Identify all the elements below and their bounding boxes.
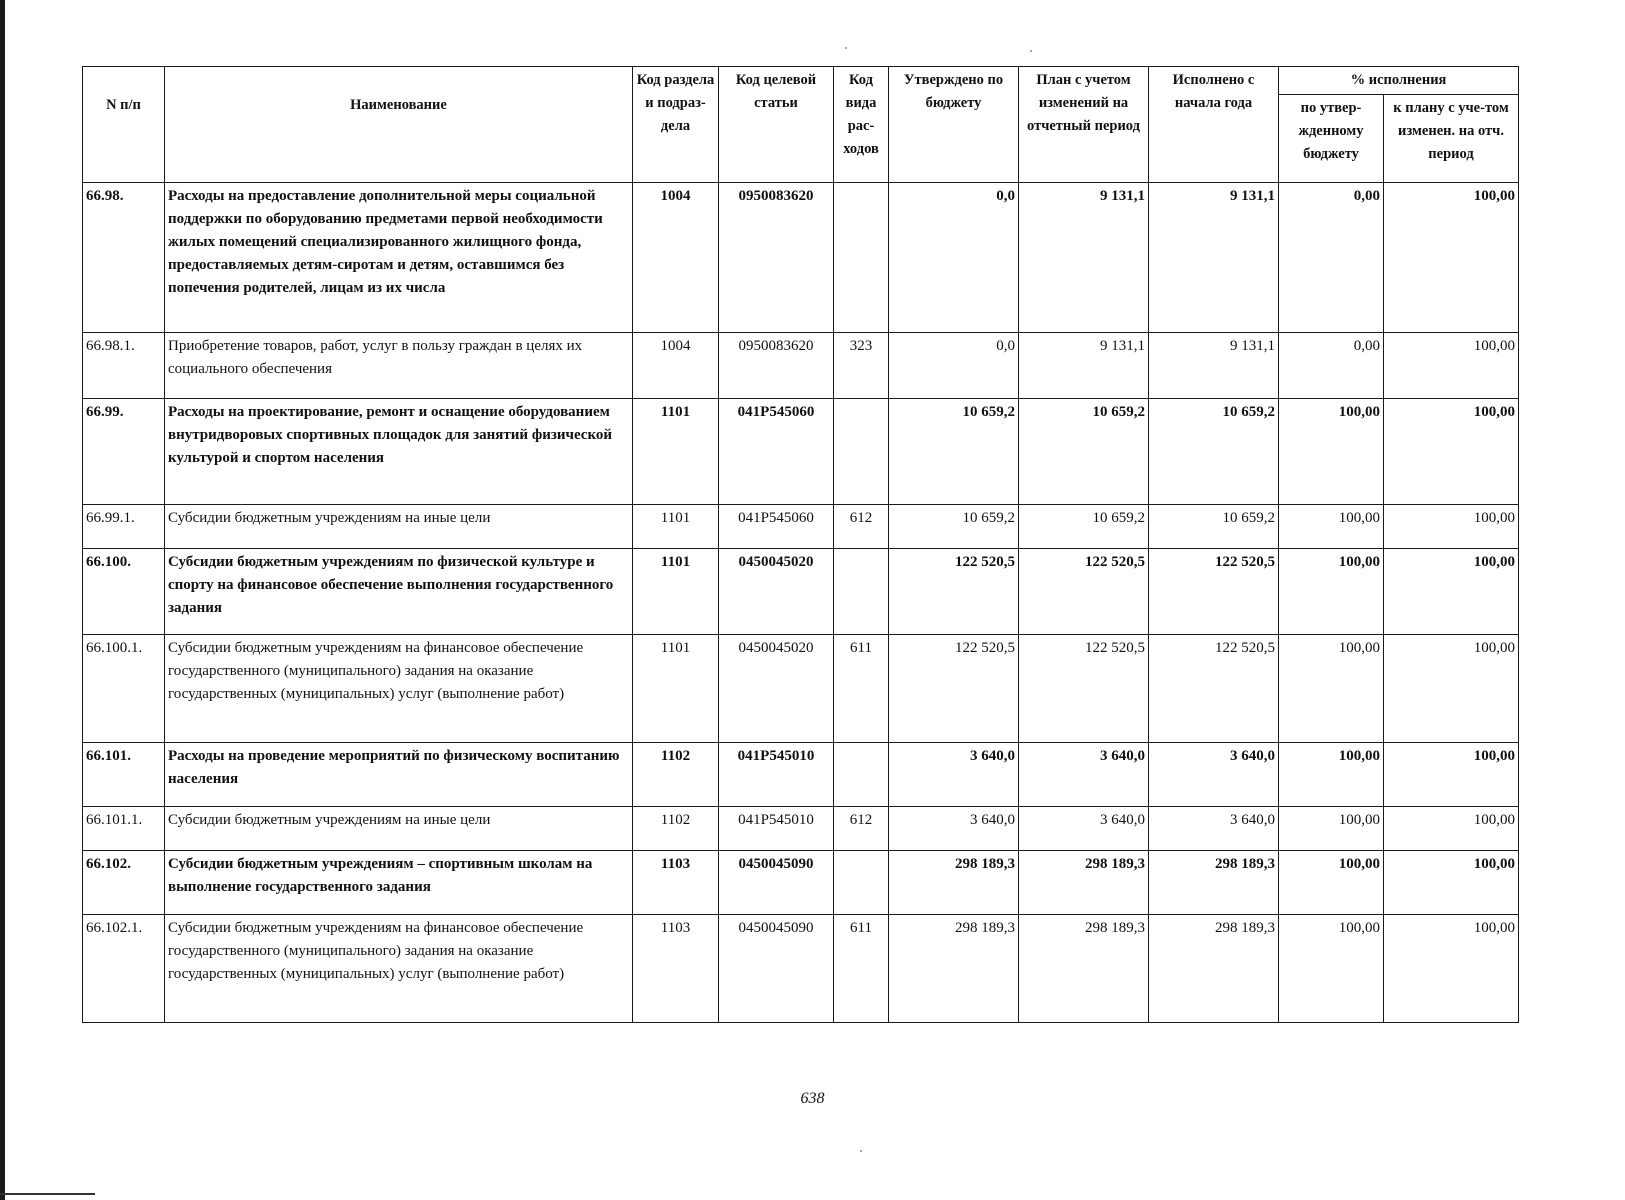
table-row [83,743,1519,807]
cell-pct-approved: 100,00 [1279,505,1384,549]
budget-execution-table [82,66,1519,1023]
scan-speck [845,47,847,49]
cell-name: Субсидии бюджетным учреждениям на иные цели [165,505,633,549]
cell-plan: 122 520,5 [1019,635,1149,743]
table-row [83,333,1519,399]
header-percent-group: % исполнения [1279,67,1519,95]
cell-target-code: 041P545010 [719,807,834,851]
cell-pct-plan: 100,00 [1384,807,1519,851]
cell-plan: 3 640,0 [1019,807,1149,851]
cell-section-code: 1103 [633,851,719,915]
cell-name: Субсидии бюджетным учреждениям на иные цели [165,807,633,851]
table-body [83,183,1519,1023]
table-row [83,399,1519,505]
cell-expense-type [834,743,889,807]
cell-approved: 298 189,3 [889,851,1019,915]
cell-pct-plan: 100,00 [1384,851,1519,915]
cell-plan: 10 659,2 [1019,399,1149,505]
table-header [83,67,1519,183]
cell-pct-plan: 100,00 [1384,399,1519,505]
cell-name: Приобретение товаров, работ, услуг в пользу граждан в целях их социального обеспечения [165,333,633,399]
cell-num: 66.101.1. [83,807,165,851]
header-num: N п/п [83,67,165,183]
cell-pct-approved: 100,00 [1279,915,1384,1023]
cell-target-code: 0450045090 [719,851,834,915]
header-target-code: Код целевой статьи [719,67,834,183]
scan-bottom-mark [0,1193,95,1195]
cell-plan: 10 659,2 [1019,505,1149,549]
cell-pct-approved: 100,00 [1279,851,1384,915]
cell-name: Субсидии бюджетным учреждениям по физической культуре и спорту на финансовое обеспечение выполнения государственного задания [165,549,633,635]
cell-approved: 3 640,0 [889,807,1019,851]
cell-target-code: 0450045020 [719,635,834,743]
cell-plan: 3 640,0 [1019,743,1149,807]
header-executed: Исполнено с начала года [1149,67,1279,183]
cell-approved: 0,0 [889,183,1019,333]
cell-pct-plan: 100,00 [1384,333,1519,399]
header-expense-type: Код вида рас-ходов [834,67,889,183]
cell-section-code: 1103 [633,915,719,1023]
cell-num: 66.98. [83,183,165,333]
cell-expense-type [834,399,889,505]
cell-approved: 0,0 [889,333,1019,399]
header-pct-plan: к плану с уче-том изменен. на отч. период [1384,95,1519,183]
cell-target-code: 0950083620 [719,333,834,399]
cell-expense-type: 323 [834,333,889,399]
cell-plan: 9 131,1 [1019,333,1149,399]
cell-num: 66.102. [83,851,165,915]
cell-num: 66.100.1. [83,635,165,743]
cell-pct-approved: 0,00 [1279,333,1384,399]
cell-name: Расходы на предоставление дополнительной меры социальной поддержки по оборудованию предметами первой необходимости жилых помещений специализированного жилищного фонда, предоставляемых детям-сиротам и детям, оставшимся без попечения родителей, лицам из их числа [165,183,633,333]
cell-name: Расходы на проектирование, ремонт и оснащение оборудованием внутридворовых спортивных площадок для занятий физической культурой и спортом населения [165,399,633,505]
cell-section-code: 1101 [633,635,719,743]
table-row [83,549,1519,635]
table-row [83,505,1519,549]
cell-num: 66.99. [83,399,165,505]
cell-num: 66.99.1. [83,505,165,549]
cell-executed: 10 659,2 [1149,505,1279,549]
cell-executed: 122 520,5 [1149,635,1279,743]
cell-num: 66.98.1. [83,333,165,399]
cell-plan: 298 189,3 [1019,851,1149,915]
scan-speck [860,1150,862,1152]
cell-expense-type: 611 [834,635,889,743]
cell-name: Расходы на проведение мероприятий по физическому воспитанию населения [165,743,633,807]
cell-executed: 9 131,1 [1149,333,1279,399]
header-section-code: Код раздела и подраз-дела [633,67,719,183]
cell-approved: 10 659,2 [889,505,1019,549]
cell-target-code: 0450045090 [719,915,834,1023]
cell-name: Субсидии бюджетным учреждениям на финансовое обеспечение государственного (муниципального) задания на оказание государственных (муниципальных) услуг (выполнение работ) [165,915,633,1023]
cell-approved: 298 189,3 [889,915,1019,1023]
cell-executed: 3 640,0 [1149,743,1279,807]
cell-expense-type: 611 [834,915,889,1023]
header-name: Наименование [165,67,633,183]
cell-section-code: 1102 [633,807,719,851]
cell-approved: 3 640,0 [889,743,1019,807]
header-pct-approved: по утвер-жденному бюджету [1279,95,1384,183]
cell-num: 66.100. [83,549,165,635]
cell-pct-plan: 100,00 [1384,915,1519,1023]
header-approved: Утверждено по бюджету [889,67,1019,183]
cell-approved: 122 520,5 [889,635,1019,743]
cell-pct-approved: 100,00 [1279,807,1384,851]
cell-approved: 122 520,5 [889,549,1019,635]
cell-expense-type [834,549,889,635]
cell-pct-plan: 100,00 [1384,635,1519,743]
cell-section-code: 1101 [633,505,719,549]
cell-executed: 9 131,1 [1149,183,1279,333]
table-row [83,183,1519,333]
cell-pct-plan: 100,00 [1384,549,1519,635]
cell-target-code: 0950083620 [719,183,834,333]
cell-plan: 122 520,5 [1019,549,1149,635]
cell-section-code: 1004 [633,183,719,333]
cell-expense-type [834,851,889,915]
cell-num: 66.101. [83,743,165,807]
cell-approved: 10 659,2 [889,399,1019,505]
cell-pct-approved: 100,00 [1279,635,1384,743]
cell-section-code: 1101 [633,399,719,505]
cell-target-code: 041P545060 [719,399,834,505]
table-row [83,915,1519,1023]
cell-target-code: 0450045020 [719,549,834,635]
cell-executed: 3 640,0 [1149,807,1279,851]
scan-speck [1030,50,1032,52]
cell-num: 66.102.1. [83,915,165,1023]
cell-name: Субсидии бюджетным учреждениям – спортивным школам на выполнение государственного задания [165,851,633,915]
table-row [83,807,1519,851]
cell-expense-type [834,183,889,333]
cell-executed: 298 189,3 [1149,851,1279,915]
header-plan: План с учетом изменений на отчетный период [1019,67,1149,183]
cell-pct-plan: 100,00 [1384,743,1519,807]
cell-section-code: 1102 [633,743,719,807]
cell-executed: 122 520,5 [1149,549,1279,635]
cell-pct-plan: 100,00 [1384,183,1519,333]
cell-section-code: 1101 [633,549,719,635]
cell-name: Субсидии бюджетным учреждениям на финансовое обеспечение государственного (муниципального) задания на оказание государственных (муниципальных) услуг (выполнение работ) [165,635,633,743]
cell-plan: 9 131,1 [1019,183,1149,333]
cell-pct-approved: 100,00 [1279,549,1384,635]
cell-executed: 298 189,3 [1149,915,1279,1023]
cell-plan: 298 189,3 [1019,915,1149,1023]
table-row [83,635,1519,743]
table-row [83,851,1519,915]
cell-pct-approved: 100,00 [1279,399,1384,505]
cell-executed: 10 659,2 [1149,399,1279,505]
page-number: 638 [800,1090,825,1107]
scan-left-edge [0,0,5,1200]
cell-target-code: 041P545060 [719,505,834,549]
cell-section-code: 1004 [633,333,719,399]
cell-pct-approved: 100,00 [1279,743,1384,807]
cell-pct-plan: 100,00 [1384,505,1519,549]
cell-expense-type: 612 [834,807,889,851]
cell-pct-approved: 0,00 [1279,183,1384,333]
cell-expense-type: 612 [834,505,889,549]
cell-target-code: 041P545010 [719,743,834,807]
